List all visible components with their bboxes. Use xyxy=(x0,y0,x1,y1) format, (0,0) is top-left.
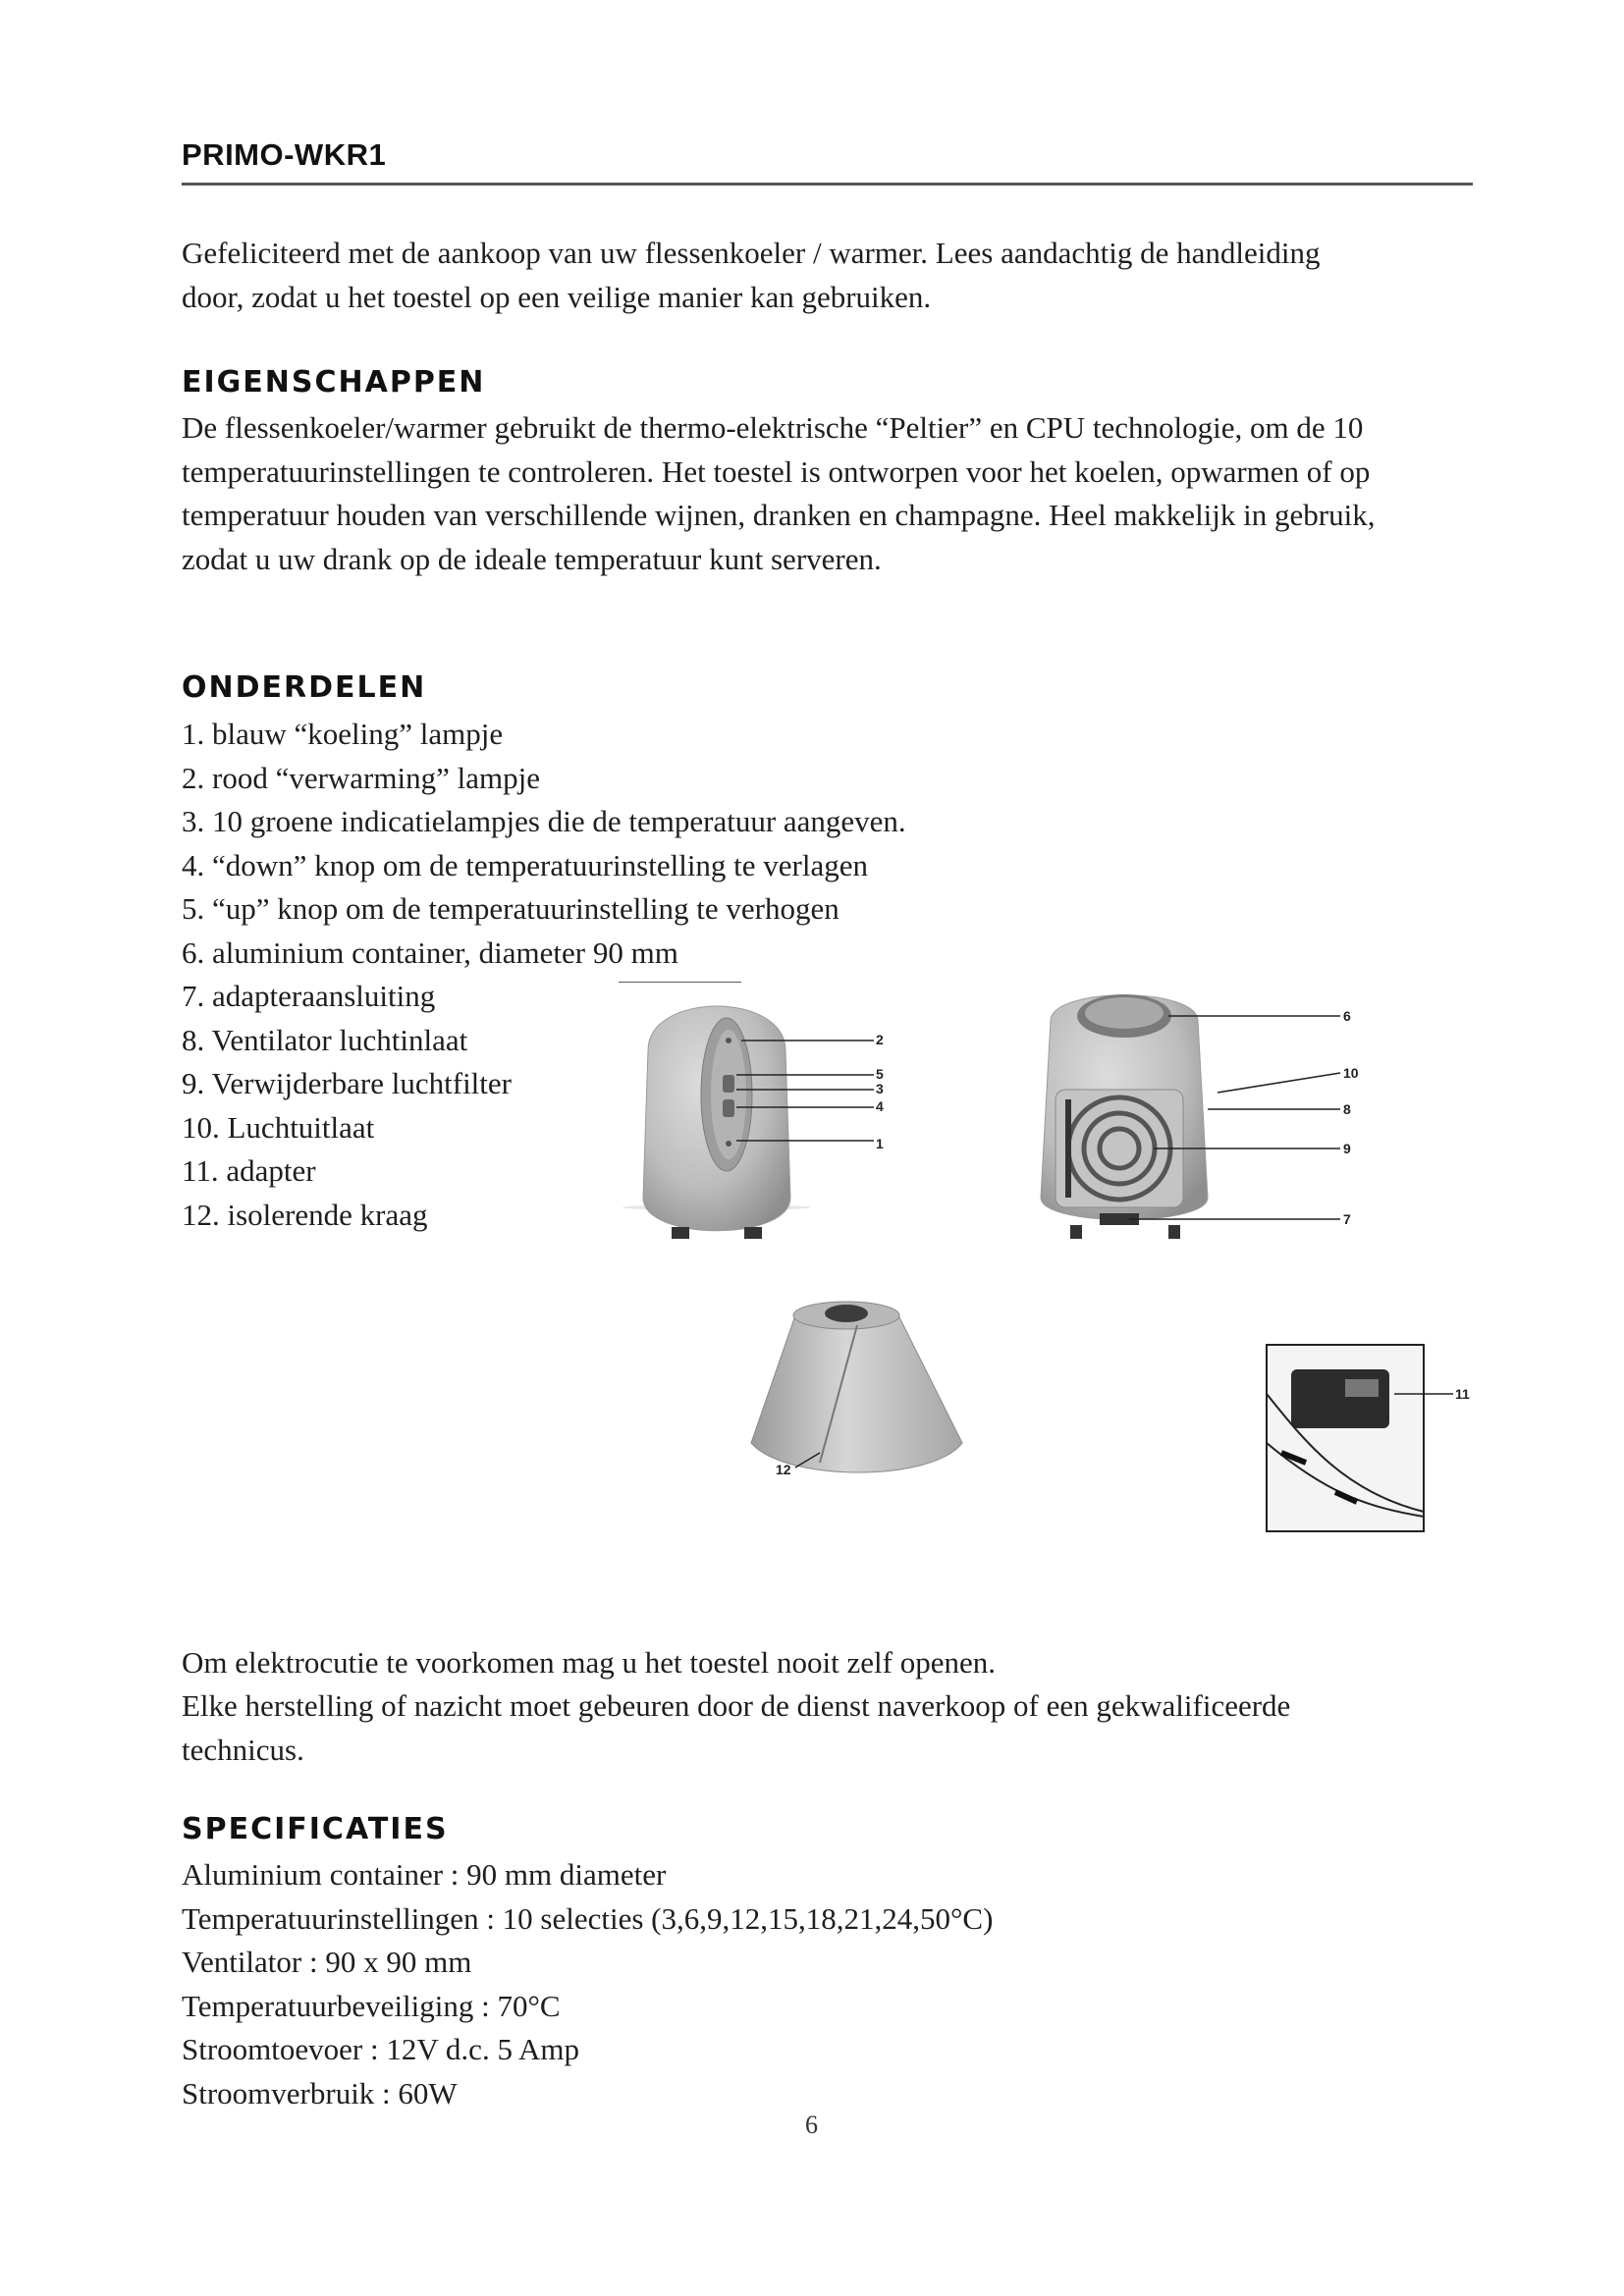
callout-number: 12 xyxy=(776,1462,791,1477)
parts-list-item: 2. rood “verwarming” lampje xyxy=(182,760,540,795)
spec-item: Temperatuurinstellingen : 10 selecties (3,6,9,12,15,18,21,24,50°C) xyxy=(182,1900,994,1936)
callout-number: 5 xyxy=(876,1066,884,1082)
parts-list-item: 1. blauw “koeling” lampje xyxy=(182,717,504,751)
parts-list-item: 8. Ventilator luchtinlaat xyxy=(182,1022,468,1057)
product-illustration xyxy=(619,982,1483,1590)
callout-number: 9 xyxy=(1343,1141,1351,1156)
page-number: 6 xyxy=(805,2110,818,2139)
insulating-collar-illustration xyxy=(751,1302,962,1472)
intro-paragraph: Gefeliciteerd met de aankoop van uw flessenkoeler / warmer. Lees aandachtig de handleiding door, zodat u het toestel op een veilige manier kan gebruiken. xyxy=(182,236,1321,314)
callout-number: 7 xyxy=(1343,1211,1351,1227)
callout-number: 4 xyxy=(876,1098,884,1114)
parts-list-item: 10. Luchtuitlaat xyxy=(182,1109,375,1145)
parts-list-item: 6. aluminium container, diameter 90 mm xyxy=(182,934,678,970)
callout-number: 8 xyxy=(1343,1101,1351,1117)
section-heading-onderdelen: ONDERDELEN xyxy=(182,670,427,705)
eigenschappen-paragraph: De flessenkoeler/warmer gebruikt de thermo-elektrische “Peltier” en CPU technologie, om de 10 temperatuurinstellingen te controleren. Het toestel is ontworpen voor het koelen, opwarmen of op temperatuur houden van verschillende wijnen, dranken en champagne. Heel makkelijk in gebruik, zodat u uw drank op de ideale temperatuur kunt serveren. xyxy=(182,410,1376,576)
parts-list-item: 9. Verwijderbare luchtfilter xyxy=(182,1066,512,1100)
header-title: PRIMO-WKR1 xyxy=(182,137,387,172)
callout-number: 1 xyxy=(876,1136,884,1151)
spec-item: Ventilator : 90 x 90 mm xyxy=(182,1945,472,1979)
parts-list-item: 11. adapter xyxy=(182,1153,316,1188)
warning-line: Om elektrocutie te voorkomen mag u het toestel nooit zelf openen. xyxy=(182,1645,996,1680)
callout-number: 2 xyxy=(876,1032,884,1047)
spec-item: Aluminium container : 90 mm diameter xyxy=(182,1857,667,1892)
callout-number: 10 xyxy=(1343,1065,1359,1081)
section-heading-eigenschappen: EIGENSCHAPPEN xyxy=(182,365,486,400)
callout-number: 3 xyxy=(876,1081,884,1096)
adapter-illustration xyxy=(1267,1345,1424,1531)
parts-list-item: 3. 10 groene indicatielampjes die de temperatuur aangeven. xyxy=(182,804,906,838)
callout-number: 11 xyxy=(1455,1386,1470,1402)
spec-item: Stroomtoevoer : 12V d.c. 5 Amp xyxy=(182,2032,579,2066)
warning-line: Elke herstelling of nazicht moet gebeuren door de dienst naverkoop of een gekwalificeerde technicus. xyxy=(182,1688,1291,1767)
spec-item: Stroomverbruik : 60W xyxy=(182,2075,458,2110)
specs-list xyxy=(182,1853,993,2115)
parts-list-item: 5. “up” knop om de temperatuurinstelling te verhogen xyxy=(182,891,839,926)
section-heading-specificaties: SPECIFICATIES xyxy=(182,1812,449,1846)
unit-back-view xyxy=(1041,994,1208,1239)
spec-item: Temperatuurbeveiliging : 70°C xyxy=(182,1988,561,2023)
parts-list-item: 4. “down” knop om de temperatuurinstelling te verlagen xyxy=(182,847,869,882)
callout-number: 6 xyxy=(1343,1008,1351,1024)
page-header xyxy=(182,133,1473,186)
parts-list-item: 12. isolerende kraag xyxy=(182,1197,428,1232)
parts-list-item: 7. adapteraansluiting xyxy=(182,979,436,1013)
